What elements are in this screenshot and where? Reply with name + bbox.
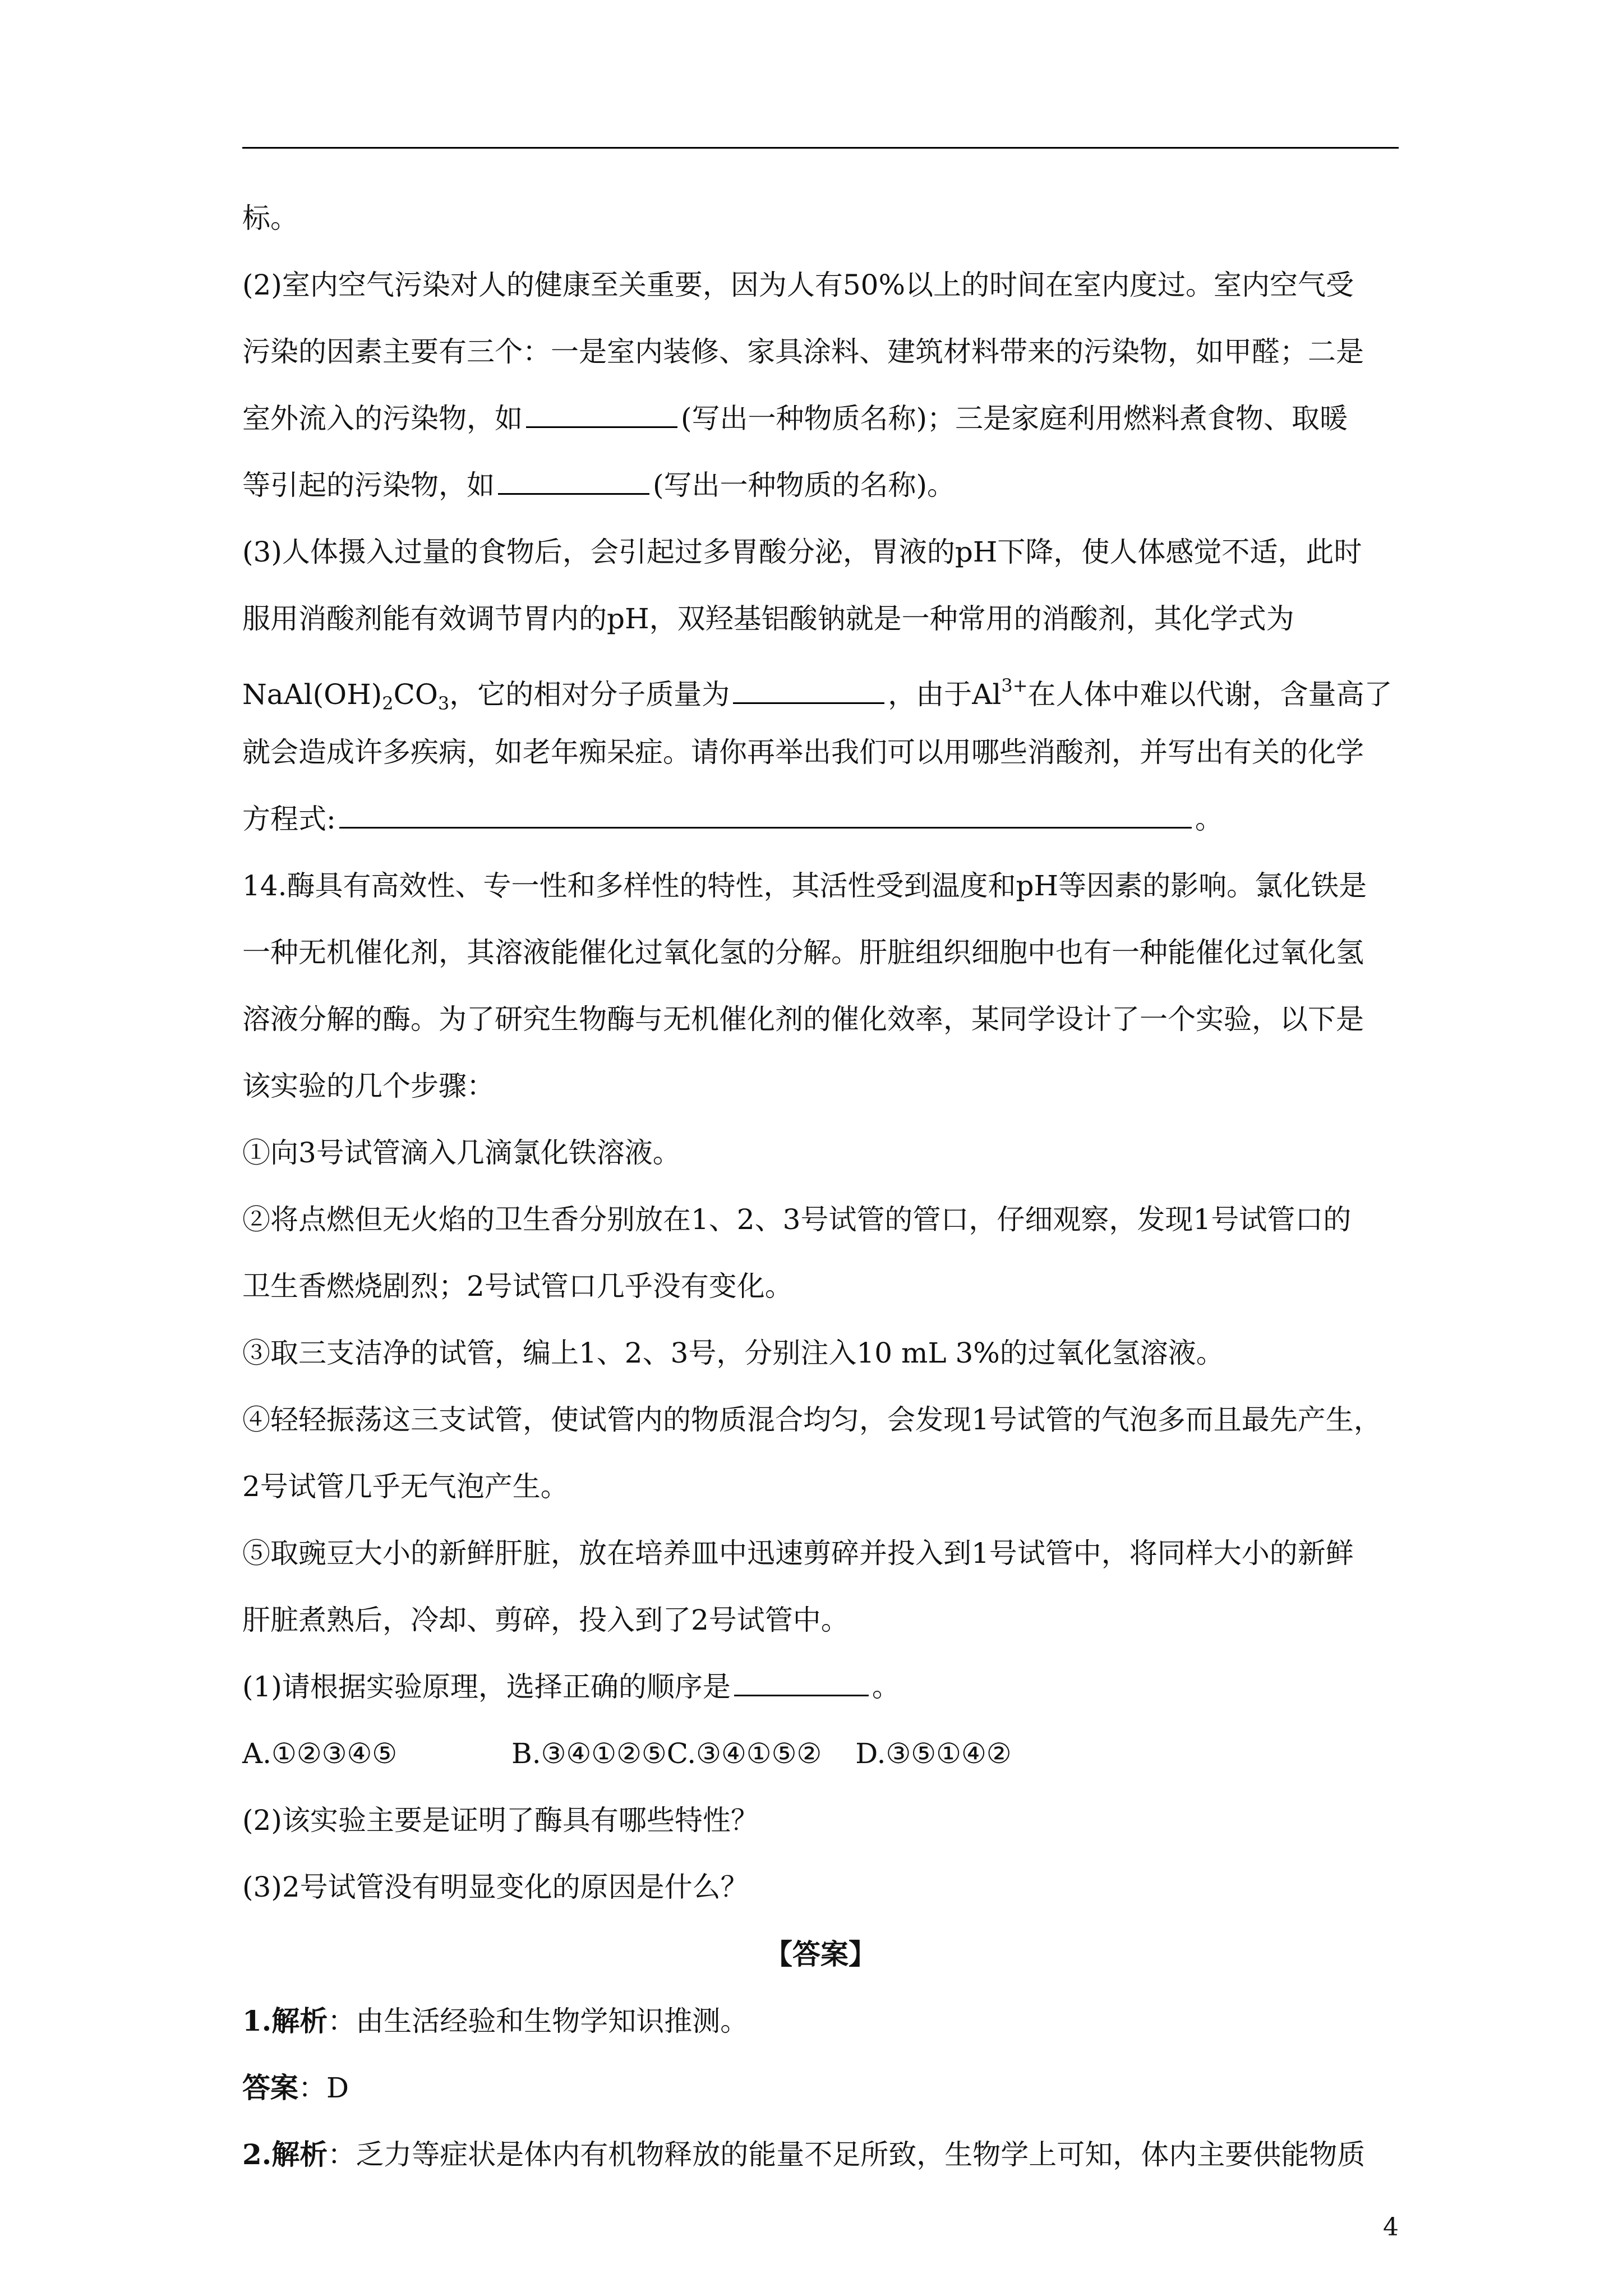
step-4: ④轻轻振荡这三支试管，使试管内的物质混合均匀，会发现1号试管的气泡多而且最先产生， [242, 1404, 1382, 1436]
answer-blank [734, 1665, 869, 1696]
question-text: 方程式: [242, 803, 336, 835]
question-3-line [242, 786, 1399, 853]
option-b: B.③④①②⑤ [511, 1737, 667, 1770]
step-2: ②将点燃但无火焰的卫生香分别放在1、2、3号试管的管口，仔细观察，发现1号试管口的 [242, 1203, 1352, 1236]
answer-1-result [242, 2054, 1399, 2121]
page-number: 4 [1383, 2213, 1399, 2242]
option-c: C.③④①⑤② [666, 1737, 822, 1770]
question-3-line: (3)人体摄入过量的食物后，会引起过多胃酸分泌，胃液的pH下降，使人体感觉不适，此时 [242, 536, 1362, 568]
option-d: D.③⑤①④② [855, 1737, 1012, 1770]
question-3-line: 就会造成许多疾病，如老年痴呆症。请你再举出我们可以用哪些消酸剂，并写出有关的化学 [242, 736, 1364, 769]
question-14-line: 14.酶具有高效性、专一性和多样性的特性，其活性受到温度和pH等因素的影响。氯化铁是 [242, 869, 1367, 902]
answer-label: 答案 [242, 2071, 298, 2104]
question-2-line: 污染的因素主要有三个：一是室内装修、家具涂料、建筑材料带来的污染物，如甲醛；二是 [242, 335, 1364, 368]
question-2-line [242, 452, 1399, 519]
question-14-line: 该实验的几个步骤： [242, 1070, 495, 1102]
sub-question-1 [242, 1654, 1399, 1720]
question-3-line: 服用消酸剂能有效调节胃内的pH，双羟基铝酸钠就是一种常用的消酸剂，其化学式为 [242, 602, 1294, 635]
header-rule [242, 147, 1399, 149]
question-14-line: 一种无机催化剂，其溶液能催化过氧化氢的分解。肝脏组织细胞中也有一种能催化过氧化氢 [242, 936, 1364, 969]
question-text: 在人体中难以代谢，含量高了 [1027, 678, 1393, 711]
answer-text: ：D [298, 2072, 349, 2104]
question-text: 。 [872, 1671, 900, 1703]
answer-blank [339, 798, 1192, 829]
question-text: ，它的相对分子质量为 [449, 678, 730, 711]
question-text: (写出一种物质的名称)。 [653, 469, 956, 501]
answer-text: ：由生活经验和生物学知识推测。 [328, 2005, 749, 2037]
answer-heading: 【答案】 [764, 1938, 877, 1971]
question-text: (写出一种物质名称)；三是家庭利用燃料煮食物、取暖 [681, 402, 1348, 435]
question-14-line: 溶液分解的酶。为了研究生物酶与无机催化剂的催化效率，某同学设计了一个实验，以下是 [242, 1003, 1364, 1036]
question-text: ，由于Al [888, 678, 1002, 711]
step-2: 卫生香燃烧剧烈；2号试管口几乎没有变化。 [242, 1270, 793, 1303]
step-3: ③取三支洁净的试管，编上1、2、3号，分别注入10 mL 3%的过氧化氢溶液。 [242, 1337, 1224, 1369]
answer-blank [526, 397, 677, 428]
step-5: 肝脏煮熟后，冷却、剪碎，投入到了2号试管中。 [242, 1604, 849, 1636]
question-2-line [242, 385, 1399, 452]
question-text: 。 [1195, 803, 1223, 835]
answer-2 [242, 2121, 1399, 2188]
question-2-line: (2)室内空气污染对人的健康至关重要，因为人有50%以上的时间在室内度过。室内空气受 [242, 269, 1354, 301]
answer-label: 2.解析 [242, 2138, 328, 2171]
sub-question-3: (3)2号试管没有明显变化的原因是什么？ [242, 1871, 749, 1903]
question-text: (1)请根据实验原理，选择正确的顺序是 [242, 1671, 731, 1703]
answer-blank [498, 464, 649, 495]
options-line [242, 1720, 1399, 1787]
answer-label: 1.解析 [242, 2004, 328, 2037]
step-1: ①向3号试管滴入几滴氯化铁溶液。 [242, 1137, 681, 1169]
sub-question-2: (2)该实验主要是证明了酶具有哪些特性？ [242, 1804, 759, 1837]
step-5: ⑤取豌豆大小的新鲜肝脏，放在培养皿中迅速剪碎并投入到1号试管中，将同样大小的新鲜 [242, 1537, 1354, 1570]
page-body [242, 185, 1399, 2188]
chemical-formula: $NaAl(OH)_2CO_3$ [242, 678, 450, 714]
answer-blank [733, 673, 884, 704]
question-text: 室外流入的污染物，如 [242, 402, 523, 435]
question-3-line [242, 652, 1399, 719]
ion-charge: 3+ [1001, 675, 1028, 696]
answer-1 [242, 1987, 1399, 2054]
text-line: 标。 [242, 202, 298, 234]
answer-text: ：乏力等症状是体内有机物释放的能量不足所致，生物学上可知，体内主要供能物质 [328, 2138, 1366, 2171]
question-text: 等引起的污染物，如 [242, 469, 495, 501]
step-4: 2号试管几乎无气泡产生。 [242, 1470, 569, 1503]
option-a: A.①②③④⑤ [242, 1737, 398, 1770]
